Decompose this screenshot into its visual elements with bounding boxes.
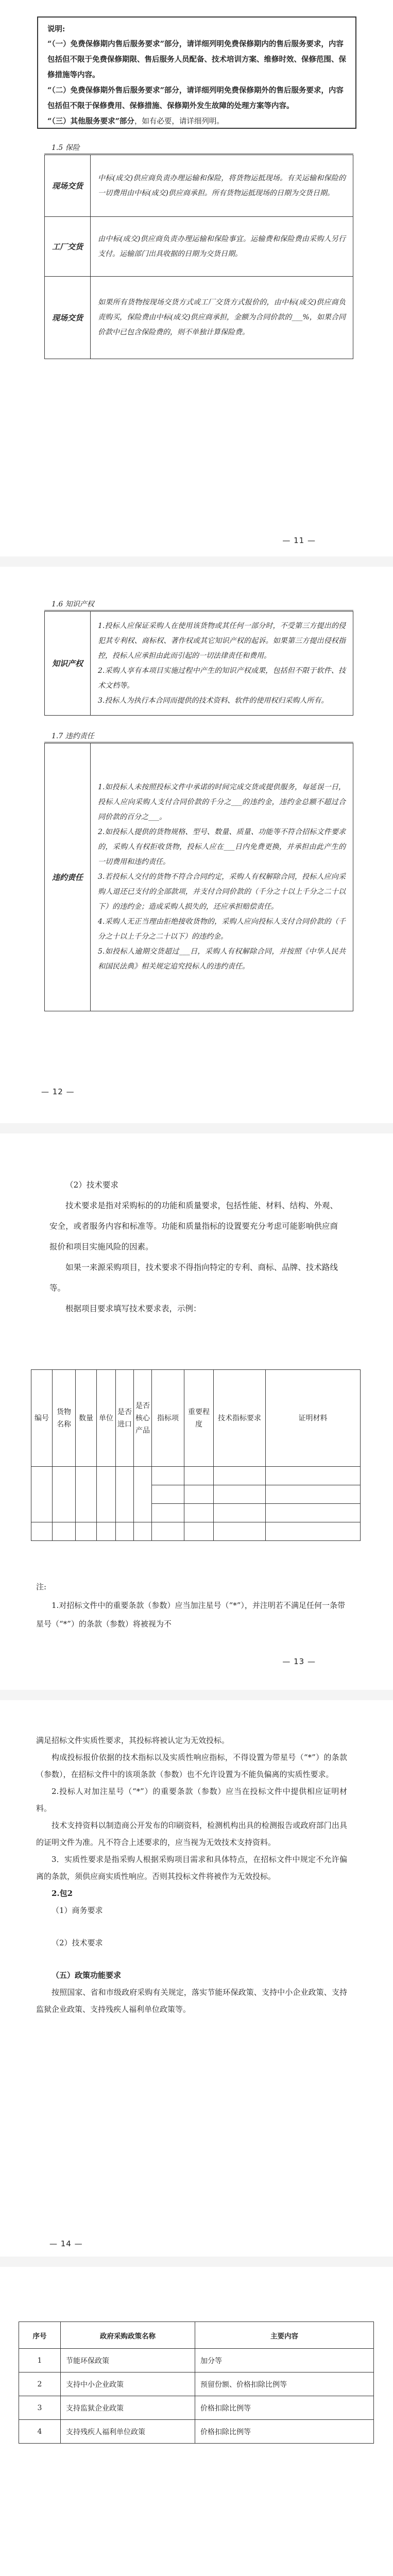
row-label: 违约责任	[45, 743, 91, 1011]
cell-content: 价格扣除比例等	[195, 2420, 374, 2444]
heading-lot-2: 2.包2	[52, 1889, 73, 1898]
list-item: 2.如投标人提供的货物规格、型号、数量、质量、功能等不符合招标文件要求的，采购人有权拒收货物，投标人应在___日内免费更换，并承担由此产生的一切费用和违约责任。	[98, 828, 346, 866]
paragraph: 3．实质性要求是指采购人根据采购项目需求和具体特点，在招标文件中规定不允许偏离的条款，须供应商实质性响应。否则其投标文件将被作为无效投标。	[36, 1855, 347, 1881]
header-cell: 重要程度	[184, 1370, 214, 1467]
section-title-breach: 1.7 违约责任	[52, 732, 94, 740]
list-item: 3.投标人为执行本合同而提供的技术资料、软件的使用权归采购人所有。	[98, 696, 329, 705]
cell-content: 加分等	[195, 2349, 374, 2372]
page-number: — 13 —	[282, 1657, 316, 1666]
header-cell: 数量	[76, 1370, 97, 1467]
row-label: 现场交货	[45, 277, 91, 359]
table-note	[36, 1578, 345, 1633]
list-item: 1.如投标人未按照投标文件中承诺的时间完成交货或提供服务，每延误一日，投标人应向采购人支付合同价款的千分之___的违约金，违约金总额不超过合同价款的百分之___。	[98, 783, 346, 821]
note-paragraph-2: “（二）免费保修期外售后服务要求”部分，请详细列明免费保修期外的售后服务要求，内容包括但不限于保修费用、保修措施、保修期外发生故障的处理方案等内容。	[47, 86, 344, 110]
table-row	[19, 2349, 374, 2372]
header-cell: 政府采购政策名称	[61, 2322, 195, 2349]
note-text: 1.对招标文件中的重要条款（参数）应当加注星号（“*”），并注明若不满足任何一条带星号（“*”）的条款（参数）将被视为不	[36, 1601, 345, 1629]
header-cell: 货物名称	[53, 1370, 76, 1467]
tech-requirements-text	[49, 1175, 338, 1319]
row-label: 知识产权	[45, 612, 91, 716]
paragraph: 按照国家、省和市级政府采购有关规定，落实节能环保政策、支持中小企业政策、支持监狱企业政策、支持残疾人福利单位政策等。	[36, 1988, 347, 2014]
table-header-row	[31, 1370, 361, 1467]
cell-no: 3	[19, 2396, 61, 2420]
table-row	[45, 155, 353, 217]
paragraph: 技术要求是指对采购标的的功能和质量要求，包括性能、材料、结构、外观、安全，或者服务内容和标准等。功能和质量指标的设置要充分考虑可能影响供应商报价和项目实施风险的因素。	[49, 1201, 338, 1251]
header-cell: 是否进口	[116, 1370, 134, 1467]
cell-no: 1	[19, 2349, 61, 2372]
page-15	[0, 2267, 393, 2576]
header-cell: 证明材料	[266, 1370, 361, 1467]
section-divider	[44, 610, 353, 611]
header-cell: 技术指标要求	[214, 1370, 266, 1467]
cell-name: 节能环保政策	[61, 2349, 195, 2372]
cell-no: 2	[19, 2372, 61, 2396]
table-row	[45, 612, 353, 716]
paragraph: 构成投标报价依据的技术指标以及实质性响应指标，不得设置为带星号（“*”）的条款（参数），在招标文件中的该项条款（参数）也不允许设置为不能负偏离的实质性要求。	[36, 1753, 347, 1779]
cell-content: 价格扣除比例等	[195, 2396, 374, 2420]
note-paragraph-3: “（三）其他服务要求”部分，如有必要，请详细列明。	[47, 117, 224, 126]
paragraph: 根据项目要求填写技术要求表，示例：	[65, 1304, 201, 1313]
list-item: 3.若投标人交付的货物不符合合同约定，采购人有权解除合同，投标人应向采购人退还已支付的全部款项，并支付合同价款的（千分之十以上千分之二十以下）的违约金；造成采购人损失的，还应承担赔偿责任。	[98, 873, 346, 911]
paragraph: 满足招标文件实质性要求，其投标将被认定为无效投标。	[36, 1736, 230, 1745]
cell-name: 支持中小企业政策	[61, 2372, 195, 2396]
page-12	[0, 567, 393, 1123]
row-text	[91, 612, 353, 716]
table-row	[31, 1467, 361, 1485]
insurance-table	[44, 155, 353, 359]
table-row	[31, 1522, 361, 1541]
cell-content: 预留份额、价格扣除比例等	[195, 2372, 374, 2396]
table-row	[45, 217, 353, 277]
cell-name: 支持残疾人福利单位政策	[61, 2420, 195, 2444]
page-13	[0, 1133, 393, 1690]
header-cell: 主要内容	[195, 2322, 374, 2349]
header-cell: 指标项	[152, 1370, 184, 1467]
paragraph: 技术支持资料以制造商公开发布的印刷资料，检测机构出具的检测报告或政府部门出具的证明文件为准。凡不符合上述要求的，应当视为无效技术支持资料。	[36, 1821, 347, 1847]
row-label: 现场交货	[45, 155, 91, 217]
page-11	[0, 0, 393, 556]
list-item: 5.如投标人逾期交货超过___日，采购人有权解除合同，并按照《中华人民共和国民法典》相关规定追究投标人的违约责任。	[98, 947, 346, 971]
page-number: — 12 —	[41, 1087, 75, 1096]
instruction-note-box	[37, 16, 356, 129]
heading-policy-req: （五）政策功能要求	[52, 1971, 122, 1980]
list-item: 2.采购人享有本项目实施过程中产生的知识产权成果，包括但不限于软件、技术文档等。	[98, 666, 346, 690]
policy-table	[19, 2321, 374, 2444]
table-row	[19, 2372, 374, 2396]
table-row	[45, 277, 353, 359]
row-text	[91, 743, 353, 1011]
row-text: 由中标(成交)供应商负责办理运输和保险事宜。运输费和保险费由采购人另行支付。运输部门出具收据的日期为交货日期。	[91, 217, 353, 277]
list-item: 1.投标人应保证采购人在使用该货物或其任何一部分时，不受第三方提出的侵犯其专利权、商标权、著作权或其它知识产权的起诉。如果第三方提出侵权指控，投标人应承担由此而引起的一切法律责任和费用。	[98, 621, 346, 660]
heading-business-req: （1）商务要求	[52, 1906, 103, 1915]
table-header-row	[19, 2322, 374, 2349]
table-row	[19, 2420, 374, 2444]
page-number: — 14 —	[49, 2239, 83, 2248]
note-label: 说明:	[47, 25, 65, 33]
cell-name: 支持监狱企业政策	[61, 2396, 195, 2420]
list-item: 4.采购人无正当理由拒绝接收货物的，采购人应向投标人支付合同价款的（千分之十以上千分之二十以下）的违约金。	[98, 918, 346, 941]
ip-table	[44, 611, 353, 716]
header-cell: 编号	[31, 1370, 53, 1467]
heading-tech-req: （2）技术要求	[52, 1938, 103, 1947]
cell-no: 4	[19, 2420, 61, 2444]
tech-requirements-table	[31, 1369, 361, 1541]
row-text: 如果所有货物按现场交货方式或工厂交货方式报价的，由中标(成交)供应商负责购买，保险费由中标(成交)供应商承担，金额为合同价款的___%，如果合同价款中已包含保险费的，则不单独计算保险费。	[91, 277, 353, 359]
table-row	[45, 743, 353, 1011]
paragraph: 如果一来源采购项目，技术要求不得指向特定的专利、商标、品牌、技术路线等。	[49, 1263, 338, 1293]
section-title-insurance: 1.5 保险	[52, 144, 80, 152]
header-cell: 单位	[97, 1370, 116, 1467]
page-14-text	[36, 1732, 347, 2018]
section-title-ip: 1.6 知识产权	[52, 600, 94, 608]
table-row	[19, 2396, 374, 2420]
breach-table	[44, 743, 353, 1011]
subheading-tech-req: （2）技术要求	[65, 1180, 118, 1190]
note-label: 注:	[36, 1582, 47, 1591]
page-14	[0, 1700, 393, 2257]
page-number: — 11 —	[282, 536, 316, 545]
header-cell: 序号	[19, 2322, 61, 2349]
row-text: 中标(成交)供应商负责办理运输和保险，将货物运抵现场。有关运输和保险的一切费用由中标(成交)供应商承担。所有货物运抵现场的日期为交货日期。	[91, 155, 353, 217]
row-label: 工厂交货	[45, 217, 91, 277]
header-cell: 是否核心产品	[134, 1370, 152, 1467]
note-paragraph-1: “（一）免费保修期内售后服务要求”部分，请详细列明免费保修期内的售后服务要求，内容包括但不限于免费保修期限、售后服务人员配备、技术培训方案、维修时效、保修范围、保修措施等内容。	[47, 40, 346, 79]
paragraph: 2.投标人对加注星号（“*”）的重要条款（参数）应当在投标文件中提供相应证明材料。	[36, 1787, 347, 1813]
